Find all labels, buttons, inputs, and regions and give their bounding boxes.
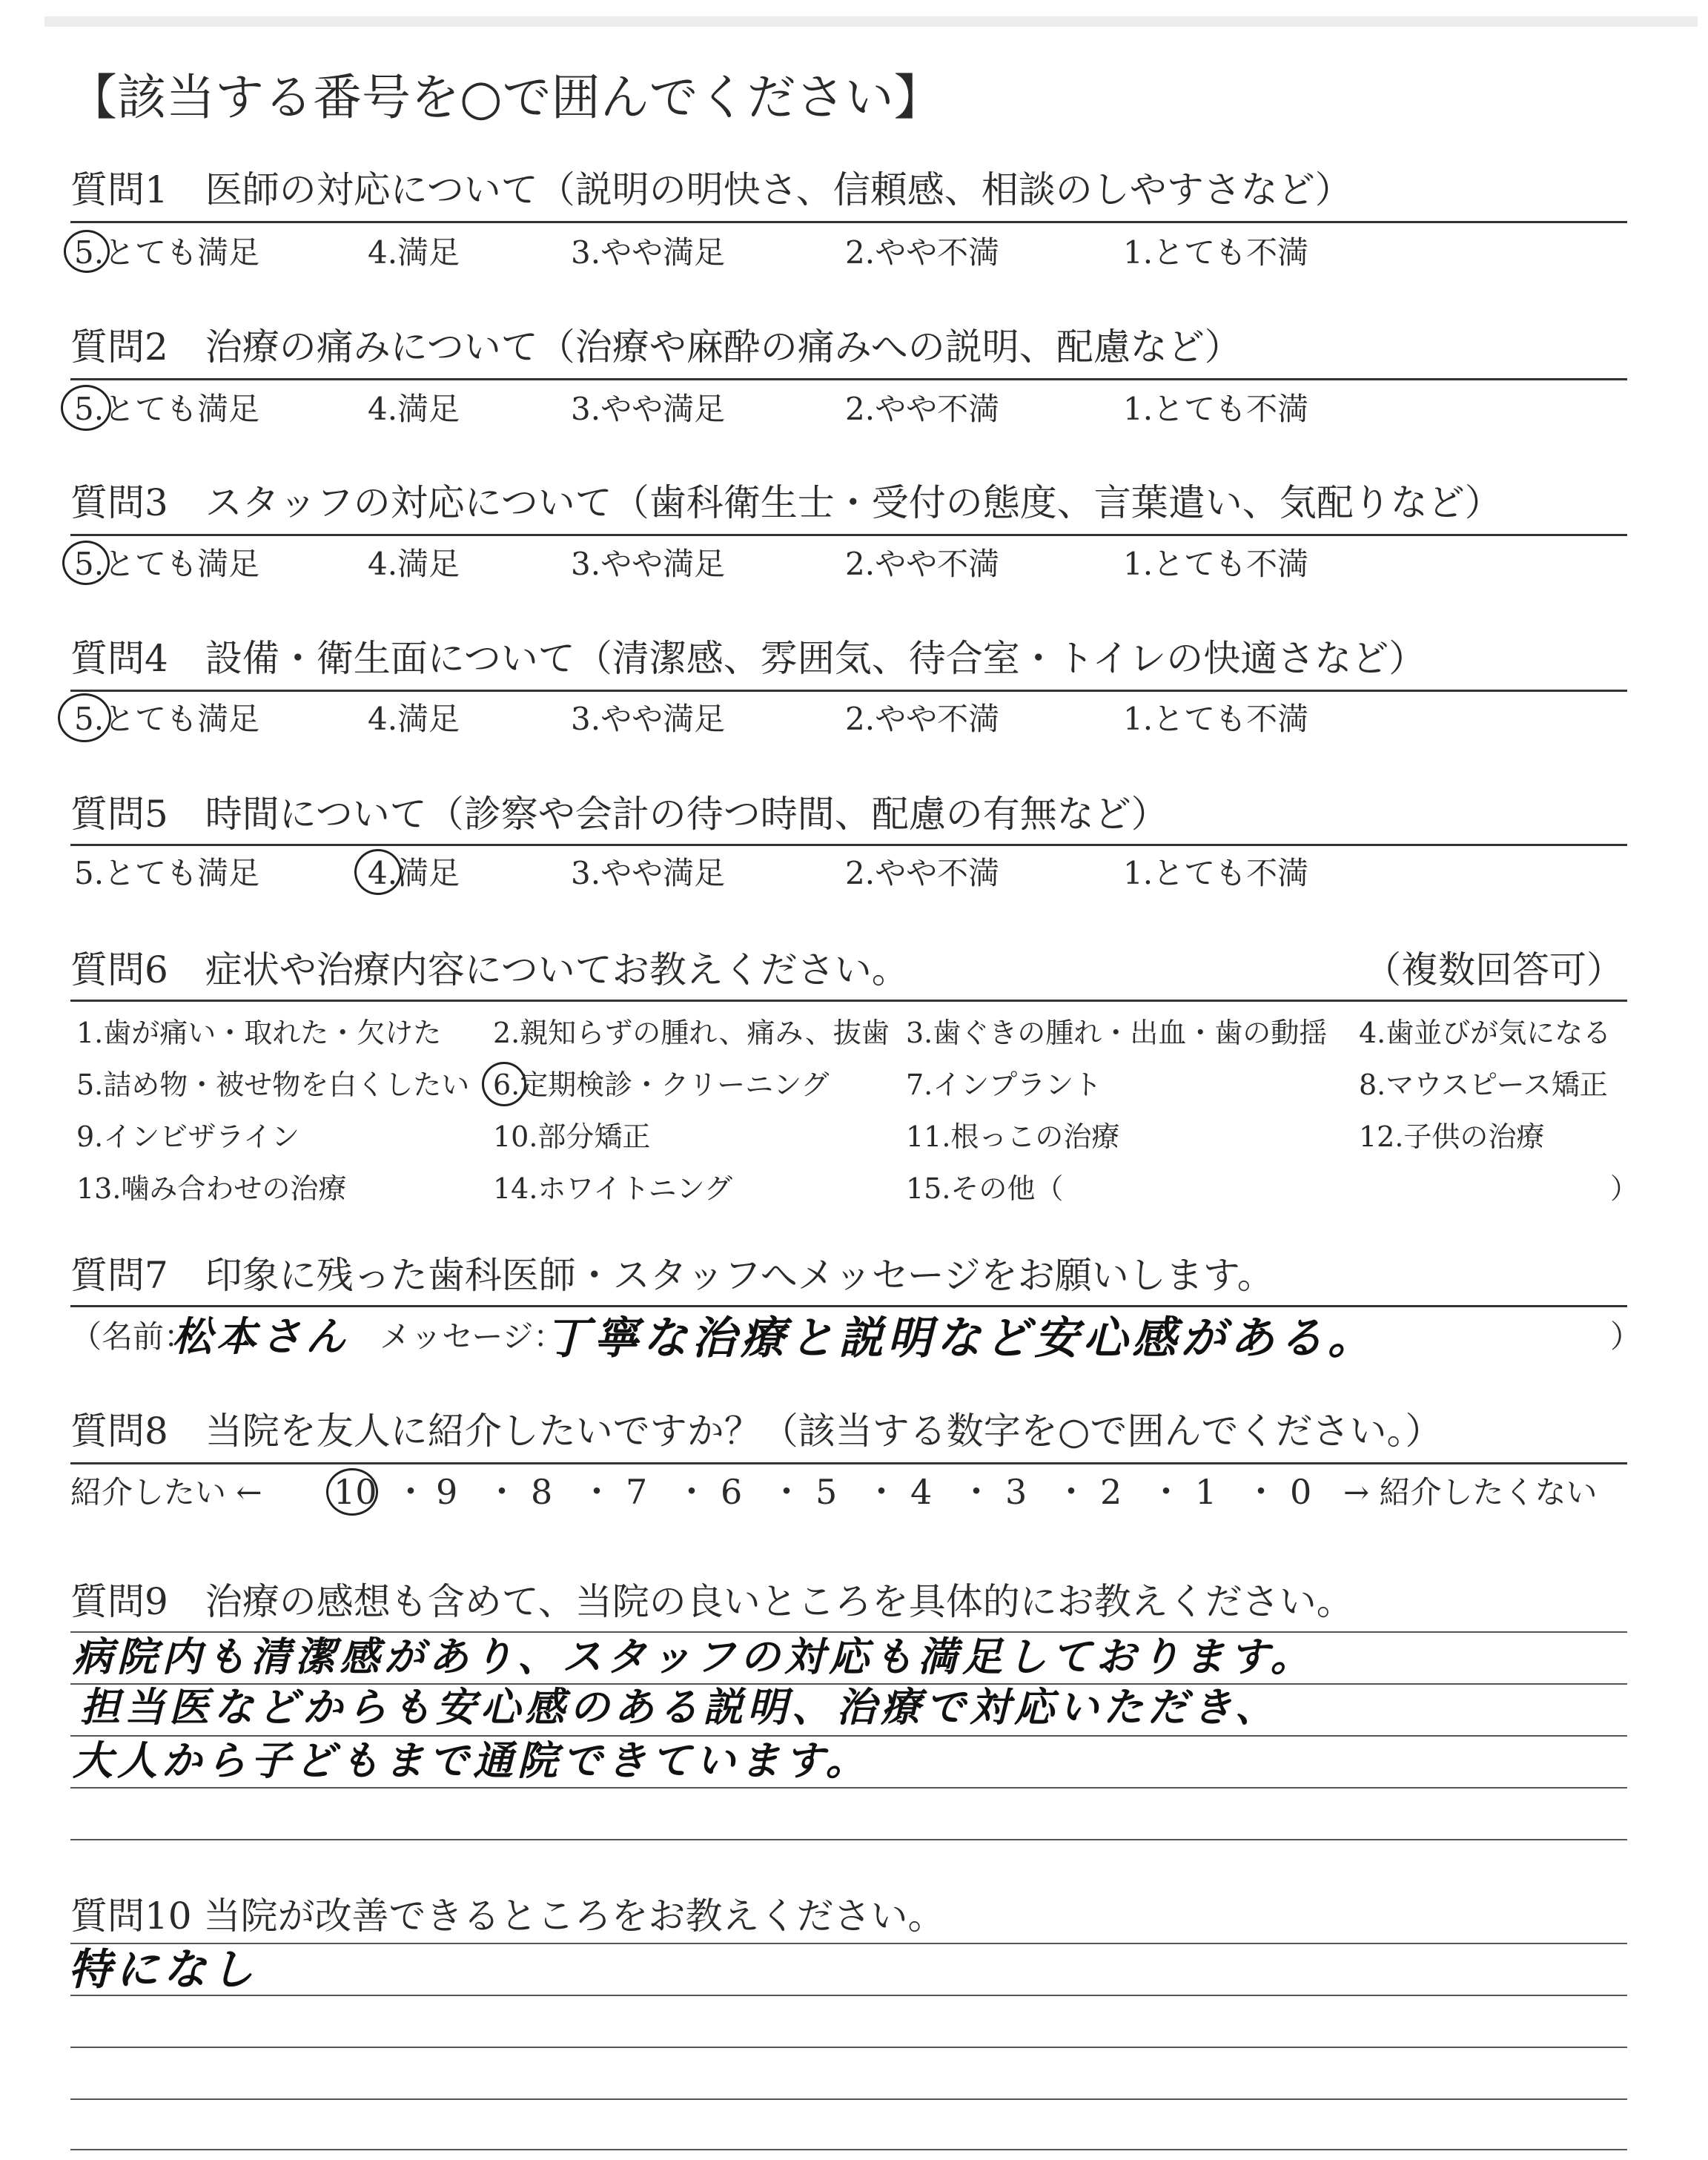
q8-scale-3[interactable]: 3 [1005, 1472, 1027, 1512]
q9-answer-line [70, 1735, 1627, 1737]
q8-scale-0[interactable]: 0 [1290, 1472, 1312, 1512]
q2-option-3[interactable]: 3.やや満足 [571, 391, 726, 427]
q3-option-3[interactable]: 3.やや満足 [571, 546, 726, 582]
q9-answer-line [70, 1787, 1627, 1789]
q5-option-5[interactable]: 5.とても満足 [74, 855, 260, 891]
q3-option-4[interactable]: 4.満足 [368, 546, 460, 582]
q4-option-1[interactable]: 1.とても不満 [1123, 701, 1309, 737]
q7-message-label: メッセージ： [380, 1318, 565, 1355]
q8-scale-6[interactable]: 6 [721, 1472, 743, 1512]
q8-dot: ・ [959, 1472, 993, 1512]
q3-option-2[interactable]: 2.やや不満 [845, 546, 1000, 582]
q8-selection-circle [326, 1468, 378, 1516]
q6-option-2[interactable]: 2.親知らずの腫れ、痛み、抜歯 [493, 1017, 890, 1049]
q8-dot: ・ [1054, 1472, 1088, 1512]
q7-name-handwritten: 松本さん [172, 1313, 350, 1360]
q6-option-4[interactable]: 4.歯並びが気になる [1359, 1017, 1612, 1049]
q6-option-14[interactable]: 14.ホワイトニング [493, 1172, 733, 1205]
q4-option-2[interactable]: 2.やや不満 [845, 701, 1000, 737]
q3-rule [70, 534, 1627, 536]
q9-answer-line-1-handwritten: 病院内も清潔感があり、スタッフの対応も満足しております。 [73, 1634, 1315, 1680]
q6-option-1[interactable]: 1.歯が痛い・取れた・欠けた [76, 1017, 442, 1049]
q8-scale-8[interactable]: 8 [531, 1472, 553, 1512]
q9-answer-line-2-handwritten: 担当医などからも安心感のある説明、治療で対応いただき、 [80, 1684, 1280, 1731]
q2-option-2[interactable]: 2.やや不満 [845, 391, 1000, 427]
q1-option-4[interactable]: 4.満足 [368, 234, 460, 271]
q6-title: 質問6 症状や治療内容についてお教えください。 [70, 948, 909, 991]
q5-option-2[interactable]: 2.やや不満 [845, 855, 1000, 891]
q4-selection-circle [58, 693, 111, 742]
q6-option-11[interactable]: 11.根っこの治療 [906, 1120, 1120, 1153]
q3-option-5[interactable]: 5.とても満足 [74, 546, 260, 582]
q1-option-3[interactable]: 3.やや満足 [571, 234, 726, 271]
q9-answer-line-3-handwritten: 大人から子どもまで通院できています。 [73, 1737, 870, 1784]
q10-answer-line [70, 2098, 1627, 2100]
q6-option-15[interactable]: 15.その他（ [906, 1172, 1064, 1205]
q6-selection-circle [482, 1062, 526, 1106]
q7-rule [70, 1305, 1627, 1307]
q8-dot: ・ [675, 1472, 709, 1512]
q10-answer-line [70, 2047, 1627, 2048]
q8-dot: ・ [580, 1472, 614, 1512]
q6-multiple-answers-note: （複数回答可） [1364, 948, 1623, 991]
q8-scale-7[interactable]: 7 [626, 1472, 648, 1512]
q8-rule [70, 1462, 1627, 1464]
q9-answer-line [70, 1631, 1627, 1633]
q3-title: 質問3 スタッフの対応について（歯科衛生士・受付の態度、言葉遣い、気配りなど） [70, 481, 1502, 524]
q6-option-7[interactable]: 7.インプラント [906, 1069, 1102, 1101]
q6-option-10[interactable]: 10.部分矯正 [493, 1120, 651, 1153]
q8-right-label: → 紹介したくない [1343, 1474, 1598, 1510]
q8-dot: ・ [864, 1472, 898, 1512]
q2-option-1[interactable]: 1.とても不満 [1123, 391, 1309, 427]
q7-title: 質問7 印象に残った歯科医師・スタッフへメッセージをお願いします。 [70, 1254, 1274, 1297]
q8-dot: ・ [394, 1472, 428, 1512]
q2-rule [70, 378, 1627, 380]
q1-option-1[interactable]: 1.とても不満 [1123, 234, 1309, 271]
q6-option-13[interactable]: 13.噛み合わせの治療 [76, 1172, 347, 1205]
q1-rule [70, 221, 1627, 223]
q8-scale-5[interactable]: 5 [815, 1472, 838, 1512]
q8-left-label: 紹介したい ← [70, 1474, 262, 1510]
q8-title: 質問8 当院を友人に紹介したいですか？（該当する数字を○で囲んでください。） [70, 1410, 1443, 1453]
q5-rule [70, 844, 1627, 846]
q10-answer-line [70, 1995, 1627, 1996]
q5-option-3[interactable]: 3.やや満足 [571, 855, 726, 891]
q9-answer-line [70, 1839, 1627, 1840]
q8-scale-1[interactable]: 1 [1195, 1472, 1217, 1512]
q9-title: 質問9 治療の感想も含めて、当院の良いところを具体的にお教えください。 [70, 1580, 1354, 1623]
q10-title: 質問10 当院が改善できるところをお教えください。 [70, 1895, 945, 1938]
q7-close-paren: ） [1610, 1318, 1642, 1355]
top-border [44, 16, 1698, 27]
q7-name-label: （名前： [70, 1318, 196, 1355]
q6-option-5[interactable]: 5.詰め物・被せ物を白くしたい [76, 1069, 470, 1101]
q5-title: 質問5 時間について（診察や会計の待つ時間、配慮の有無など） [70, 793, 1168, 836]
q8-scale-4[interactable]: 4 [910, 1472, 933, 1512]
q1-option-5[interactable]: 5.とても満足 [74, 234, 260, 271]
form-title: 【該当する番号を○で囲んでください】 [68, 69, 943, 126]
q4-option-5[interactable]: 5.とても満足 [74, 701, 260, 737]
q1-selection-circle [64, 230, 110, 273]
q2-selection-circle [61, 385, 111, 431]
q4-rule [70, 690, 1627, 692]
q8-dot: ・ [769, 1472, 804, 1512]
q8-dot: ・ [485, 1472, 519, 1512]
q2-option-4[interactable]: 4.満足 [368, 391, 460, 427]
q2-title: 質問2 治療の痛みについて（治療や麻酔の痛みへの説明、配慮など） [70, 326, 1242, 369]
q8-scale-9[interactable]: 9 [436, 1472, 458, 1512]
q6-option-12[interactable]: 12.子供の治療 [1359, 1120, 1545, 1153]
q6-option-6[interactable]: 6.定期検診・クリーニング [493, 1069, 830, 1101]
q8-dot: ・ [1244, 1472, 1278, 1512]
q6-rule [70, 1000, 1627, 1002]
q8-dot: ・ [1149, 1472, 1183, 1512]
q8-scale-10[interactable]: 10 [334, 1472, 377, 1512]
q6-option-9[interactable]: 9.インビザライン [76, 1120, 300, 1153]
q8-scale-2[interactable]: 2 [1100, 1472, 1122, 1512]
q6-option-3[interactable]: 3.歯ぐきの腫れ・出血・歯の動揺 [906, 1017, 1328, 1049]
q7-message-handwritten: 丁寧な治療と説明など安心感がある。 [545, 1312, 1377, 1364]
q10-answer-line [70, 1943, 1627, 1944]
q6-other-close-paren: ） [1610, 1172, 1639, 1205]
q10-answer-line [70, 2149, 1627, 2150]
q10-answer-handwritten: 特になし [68, 1944, 259, 1995]
q5-option-1[interactable]: 1.とても不満 [1123, 855, 1309, 891]
q3-selection-circle [62, 541, 110, 585]
q1-title: 質問1 医師の対応について（説明の明快さ、信頼感、相談のしやすさなど） [70, 168, 1352, 211]
q2-option-5[interactable]: 5.とても満足 [74, 391, 260, 427]
q4-option-4[interactable]: 4.満足 [368, 701, 460, 737]
q6-option-8[interactable]: 8.マウスピース矯正 [1359, 1069, 1608, 1101]
q4-option-3[interactable]: 3.やや満足 [571, 701, 726, 737]
q3-option-1[interactable]: 1.とても不満 [1123, 546, 1309, 582]
q1-option-2[interactable]: 2.やや不満 [845, 234, 1000, 271]
q5-option-4[interactable]: 4.満足 [368, 855, 460, 891]
q5-selection-circle [354, 849, 402, 895]
q4-title: 質問4 設備・衛生面について（清潔感、雰囲気、待合室・トイレの快適さなど） [70, 637, 1426, 680]
